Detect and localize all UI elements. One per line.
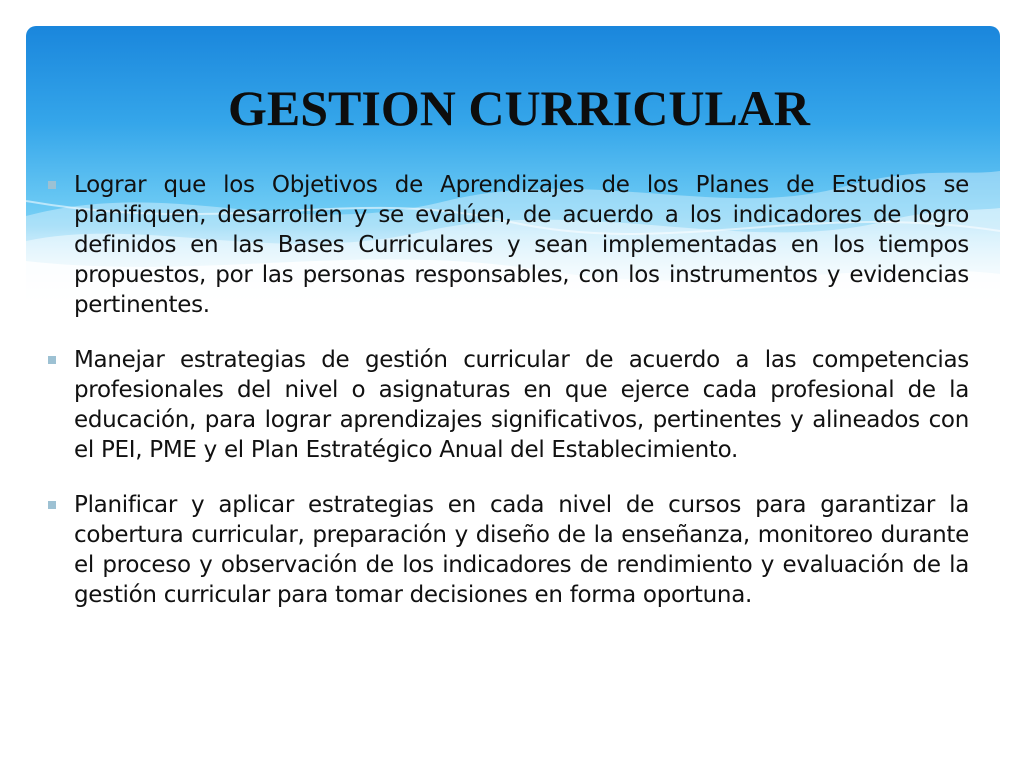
bullet-list	[44, 170, 969, 635]
bullet-text: Lograr que los Objetivos de Aprendizajes de los Planes de Estudios se planifiquen, desarrollen y se evalúen, de acuerdo a los indicadores de logro definidos en las Bases Curriculares y sean implementadas en los tiempos propuestos, por las personas responsables, con los instrumentos y evidencias pertinentes.	[74, 172, 969, 318]
square-bullet-icon	[48, 181, 56, 189]
slide-title: GESTION CURRICULAR	[227, 80, 811, 136]
bullet-text: Planificar y aplicar estrategias en cada nivel de cursos para garantizar la cobertura curricular, preparación y diseño de la enseñanza, monitoreo durante el proceso y observación de los indicadores de rendimiento y evaluación de la gestión curricular para tomar decisiones en forma oportuna.	[74, 492, 969, 608]
bullet-text: Manejar estrategias de gestión curricular de acuerdo a las competencias profesionales del nivel o asignaturas en que ejerce cada profesional de la educación, para lograr aprendizajes significativos, pertinentes y alineados con el PEI, PME y el Plan Estratégico Anual del Establecimiento.	[74, 347, 969, 463]
list-item	[44, 490, 969, 610]
square-bullet-icon	[48, 356, 56, 364]
list-item	[44, 170, 969, 320]
square-bullet-icon	[48, 501, 56, 509]
list-item	[44, 345, 969, 465]
